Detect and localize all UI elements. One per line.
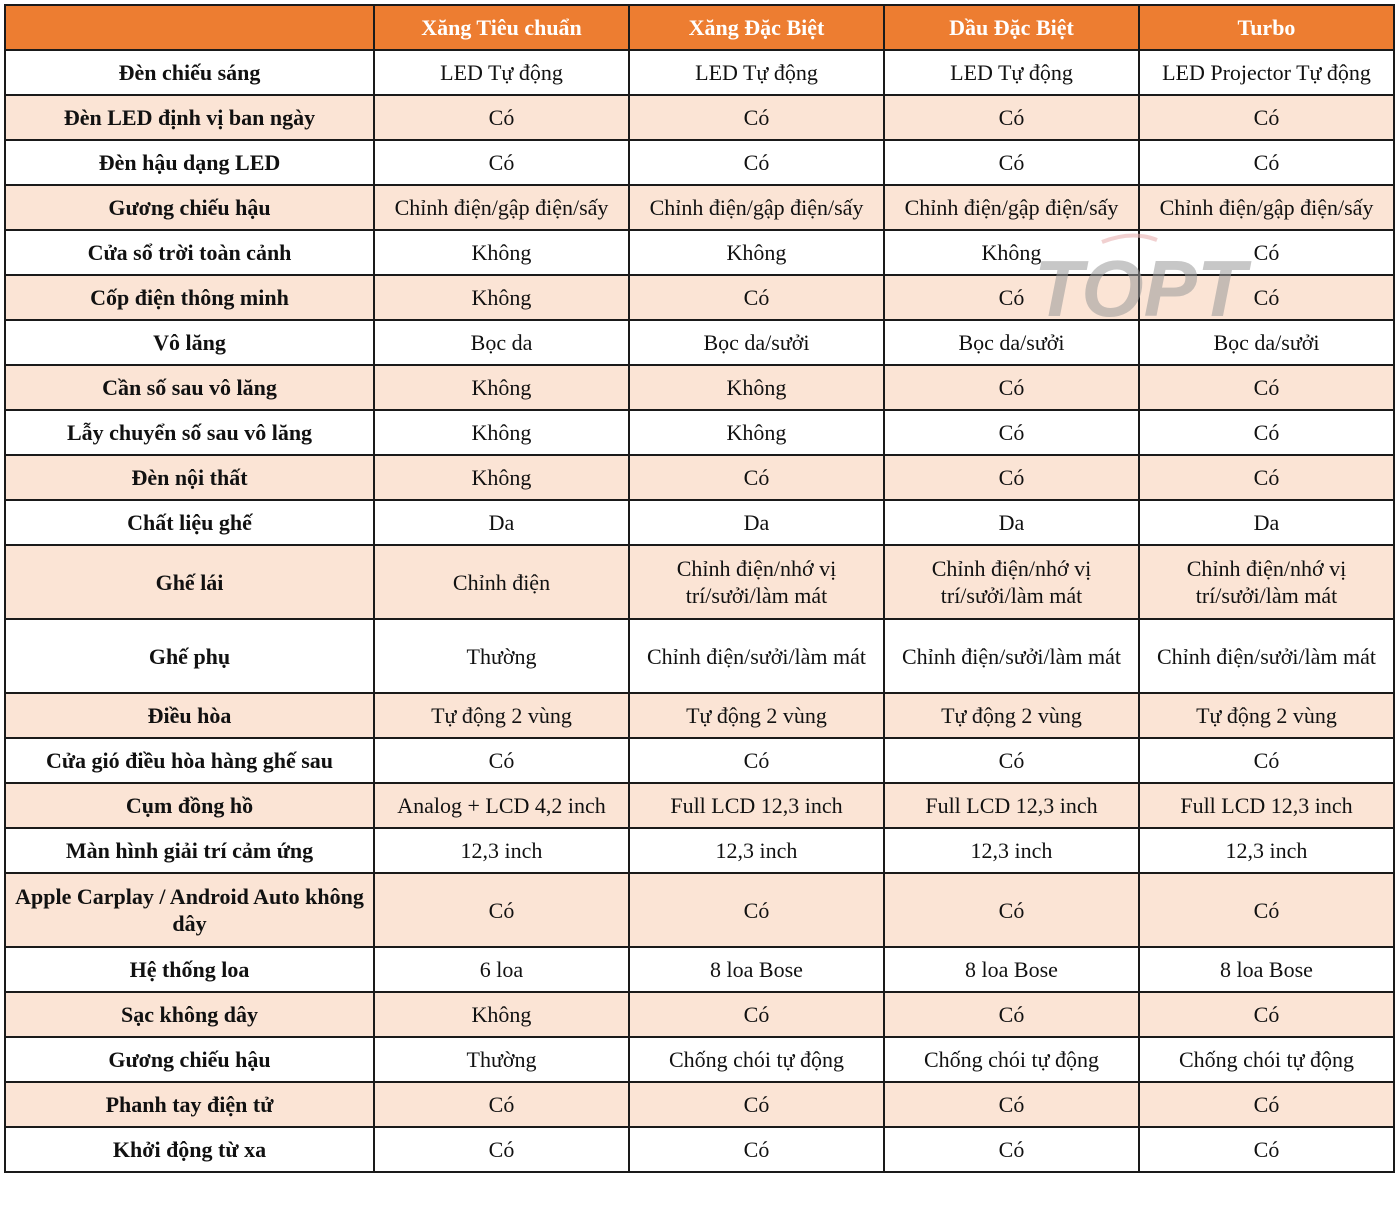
table-cell: Chỉnh điện/nhớ vị trí/sưởi/làm mát [629,545,884,619]
table-cell: Có [629,1082,884,1127]
table-row [5,230,1394,275]
feature-label: Chất liệu ghế [5,500,374,545]
table-cell: Chống chói tự động [884,1037,1139,1082]
feature-label: Vô lăng [5,320,374,365]
table-cell: 6 loa [374,947,629,992]
table-row [5,873,1394,947]
table-cell: Không [884,230,1139,275]
table-cell: Chỉnh điện/sưởi/làm mát [629,619,884,693]
feature-label: Hệ thống loa [5,947,374,992]
table-cell: Chỉnh điện/gập điện/sấy [884,185,1139,230]
table-cell: Chỉnh điện/gập điện/sấy [629,185,884,230]
table-cell: Full LCD 12,3 inch [1139,783,1394,828]
table-row [5,275,1394,320]
table-row [5,738,1394,783]
table-cell: Chống chói tự động [1139,1037,1394,1082]
table-cell: Có [884,95,1139,140]
table-row [5,1037,1394,1082]
table-cell: Có [629,95,884,140]
table-row [5,828,1394,873]
feature-label: Cửa gió điều hòa hàng ghế sau [5,738,374,783]
feature-label: Màn hình giải trí cảm ứng [5,828,374,873]
table-row [5,693,1394,738]
table-cell: Có [374,140,629,185]
table-cell: Có [629,992,884,1037]
feature-label: Gương chiếu hậu [5,1037,374,1082]
table-cell: Có [374,1127,629,1172]
feature-label: Khởi động từ xa [5,1127,374,1172]
table-cell: Có [884,1127,1139,1172]
header-row [5,5,1394,50]
table-cell: Có [1139,410,1394,455]
header-feature-cell [5,5,374,50]
table-cell: Có [1139,230,1394,275]
table-cell: LED Projector Tự động [1139,50,1394,95]
table-cell: Chỉnh điện/gập điện/sấy [374,185,629,230]
table-cell: Không [374,365,629,410]
table-row [5,365,1394,410]
watermark-text: TOPT [1034,244,1246,328]
table-cell: Có [629,1127,884,1172]
table-cell: Có [1139,365,1394,410]
table-cell: Không [629,230,884,275]
table-cell: Có [1139,455,1394,500]
table-cell: Có [884,1082,1139,1127]
table-cell: Bọc da/sưởi [1139,320,1394,365]
feature-label: Sạc không dây [5,992,374,1037]
header-turbo: Turbo [1139,5,1394,50]
table-cell: Chỉnh điện [374,545,629,619]
table-row [5,1127,1394,1172]
table-cell: Không [629,410,884,455]
table-row [5,992,1394,1037]
table-cell: Có [884,992,1139,1037]
feature-label: Đèn hậu dạng LED [5,140,374,185]
table-cell: Bọc da/sưởi [884,320,1139,365]
table-cell: Có [1139,1082,1394,1127]
table-cell: Tự động 2 vùng [884,693,1139,738]
feature-label: Apple Carplay / Android Auto không dây [5,873,374,947]
table-cell: Có [884,455,1139,500]
table-cell: Chỉnh điện/nhớ vị trí/sưởi/làm mát [1139,545,1394,619]
table-cell: Có [374,1082,629,1127]
table-cell: Bọc da [374,320,629,365]
table-cell: Có [374,95,629,140]
table-cell: Tự động 2 vùng [629,693,884,738]
table-cell: LED Tự động [629,50,884,95]
table-row [5,947,1394,992]
feature-label: Ghế lái [5,545,374,619]
header-dau-dac-biet: Dầu Đặc Biệt [884,5,1139,50]
table-cell: Có [629,873,884,947]
table-row [5,95,1394,140]
table-cell: Có [629,455,884,500]
table-cell: Có [1139,275,1394,320]
table-cell: Chống chói tự động [629,1037,884,1082]
table-cell: Có [884,365,1139,410]
table-cell: Chỉnh điện/gập điện/sấy [1139,185,1394,230]
table-cell: Chỉnh điện/sưởi/làm mát [1139,619,1394,693]
table-cell: Có [374,738,629,783]
table-cell: Có [1139,738,1394,783]
table-cell: Tự động 2 vùng [1139,693,1394,738]
table-cell: Có [1139,873,1394,947]
table-row [5,140,1394,185]
table-cell: Không [374,275,629,320]
table-cell: Thường [374,1037,629,1082]
table-cell: Da [374,500,629,545]
feature-label: Cần số sau vô lăng [5,365,374,410]
table-cell: Có [1139,1127,1394,1172]
table-row [5,50,1394,95]
feature-label: Lẫy chuyển số sau vô lăng [5,410,374,455]
table-row [5,619,1394,693]
table-cell: Không [374,455,629,500]
table-cell: LED Tự động [374,50,629,95]
table-cell: 12,3 inch [629,828,884,873]
table-cell: Có [629,738,884,783]
table-cell: Không [374,992,629,1037]
table-cell: Da [629,500,884,545]
table-cell: Da [884,500,1139,545]
table-cell: Không [374,410,629,455]
table-cell: 12,3 inch [884,828,1139,873]
feature-label: Đèn LED định vị ban ngày [5,95,374,140]
table-row [5,320,1394,365]
table-cell: Chỉnh điện/nhớ vị trí/sưởi/làm mát [884,545,1139,619]
table-row [5,545,1394,619]
table-cell: Có [884,275,1139,320]
table-cell: 12,3 inch [1139,828,1394,873]
feature-label: Cửa sổ trời toàn cảnh [5,230,374,275]
table-cell: Có [884,410,1139,455]
feature-label: Đèn chiếu sáng [5,50,374,95]
table-cell: Có [1139,140,1394,185]
table-cell: Có [884,873,1139,947]
header-xang-tieu-chuan: Xăng Tiêu chuẩn [374,5,629,50]
table-cell: Có [884,140,1139,185]
feature-label: Cụm đồng hồ [5,783,374,828]
table-row [5,500,1394,545]
table-cell: Tự động 2 vùng [374,693,629,738]
table-cell: Analog + LCD 4,2 inch [374,783,629,828]
table-cell: Có [1139,992,1394,1037]
header-xang-dac-biet: Xăng Đặc Biệt [629,5,884,50]
table-cell: Full LCD 12,3 inch [629,783,884,828]
table-row [5,783,1394,828]
table-cell: Có [1139,95,1394,140]
table-cell: 8 loa Bose [1139,947,1394,992]
table-cell: Chỉnh điện/sưởi/làm mát [884,619,1139,693]
table-row [5,1082,1394,1127]
feature-label: Điều hòa [5,693,374,738]
table-cell: 8 loa Bose [884,947,1139,992]
feature-label: Đèn nội thất [5,455,374,500]
feature-label: Cốp điện thông minh [5,275,374,320]
table-cell: Da [1139,500,1394,545]
table-cell: Có [884,738,1139,783]
table-cell: LED Tự động [884,50,1139,95]
table-cell: Không [629,365,884,410]
table-row [5,455,1394,500]
feature-label: Phanh tay điện tử [5,1082,374,1127]
table-cell: 12,3 inch [374,828,629,873]
table-row [5,185,1394,230]
table-row [5,410,1394,455]
table-cell: Có [629,140,884,185]
spec-comparison-table [4,4,1395,1173]
table-cell: Không [374,230,629,275]
table-cell: Có [374,873,629,947]
table-cell: Thường [374,619,629,693]
table-cell: Bọc da/sưởi [629,320,884,365]
table-cell: Có [629,275,884,320]
table-cell: Full LCD 12,3 inch [884,783,1139,828]
table-cell: 8 loa Bose [629,947,884,992]
feature-label: Gương chiếu hậu [5,185,374,230]
feature-label: Ghế phụ [5,619,374,693]
